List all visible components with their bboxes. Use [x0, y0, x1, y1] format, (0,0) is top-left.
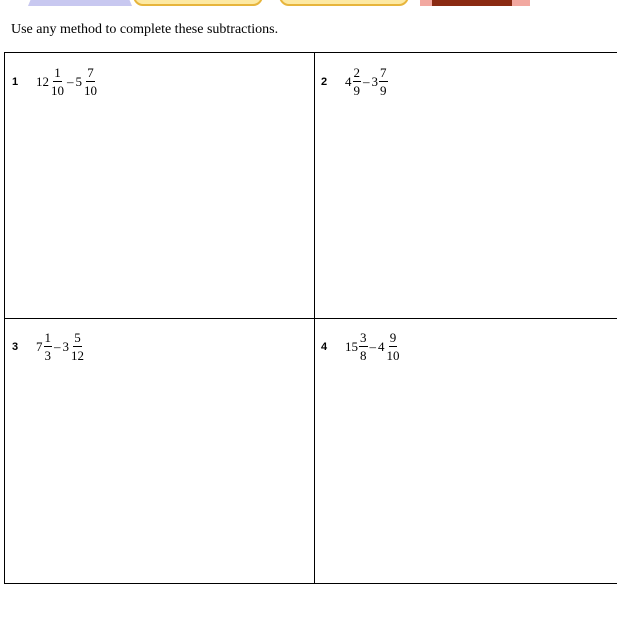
minuend-fraction [44, 331, 53, 362]
decorative-yellow-button [279, 0, 409, 6]
denominator: 10 [51, 83, 64, 98]
numerator: 1 [54, 65, 61, 80]
decorative-character-detail [432, 0, 512, 6]
minuend-whole: 7 [36, 338, 43, 354]
minuend-whole: 15 [345, 338, 358, 354]
numerator: 1 [44, 330, 51, 345]
minus-sign: – [369, 338, 376, 354]
denominator: 10 [386, 348, 400, 363]
instructions-text: Use any method to complete these subtractions. [11, 22, 279, 37]
numerator: 2 [353, 65, 360, 80]
minus-sign: – [54, 338, 61, 354]
subtraction-expression [345, 66, 388, 97]
denominator: 9 [380, 83, 387, 98]
question-3 [12, 331, 85, 362]
header-decoration [0, 0, 617, 8]
numerator: 7 [87, 65, 94, 80]
subtrahend-whole: 4 [378, 338, 385, 354]
subtraction-expression [345, 331, 401, 362]
minuend-whole: 12 [36, 73, 49, 89]
question-1 [12, 66, 98, 97]
subtrahend-whole: 3 [62, 338, 69, 354]
question-number: 2 [321, 75, 328, 88]
question-2 [321, 66, 388, 97]
numerator: 9 [389, 330, 397, 345]
numerator: 7 [380, 65, 387, 80]
subtrahend-fraction [83, 66, 98, 97]
minuend-fraction [50, 66, 65, 97]
numerator: 5 [74, 330, 81, 345]
question-number: 3 [12, 340, 19, 353]
denominator: 3 [44, 348, 51, 363]
subtrahend-fraction [379, 66, 388, 97]
minus-sign: – [363, 73, 370, 89]
question-number: 4 [321, 340, 328, 353]
denominator: 10 [84, 83, 97, 98]
minuend-whole: 4 [345, 73, 352, 89]
denominator: 8 [360, 348, 367, 363]
answer-grid [4, 52, 617, 584]
subtraction-expression [36, 66, 98, 97]
minus-sign: – [67, 73, 74, 89]
subtrahend-whole: 5 [75, 73, 82, 89]
minuend-fraction [353, 66, 362, 97]
grid-divider-horizontal [5, 318, 617, 319]
minuend-fraction [359, 331, 368, 362]
denominator: 12 [71, 348, 84, 363]
subtrahend-fraction [386, 331, 401, 362]
decorative-purple-shape [28, 0, 132, 6]
numerator: 3 [360, 330, 367, 345]
question-4 [321, 331, 401, 362]
subtrahend-whole: 3 [371, 73, 378, 89]
subtraction-expression [36, 331, 85, 362]
question-number: 1 [12, 75, 19, 88]
denominator: 9 [353, 83, 360, 98]
subtrahend-fraction [70, 331, 85, 362]
decorative-yellow-button [133, 0, 263, 6]
